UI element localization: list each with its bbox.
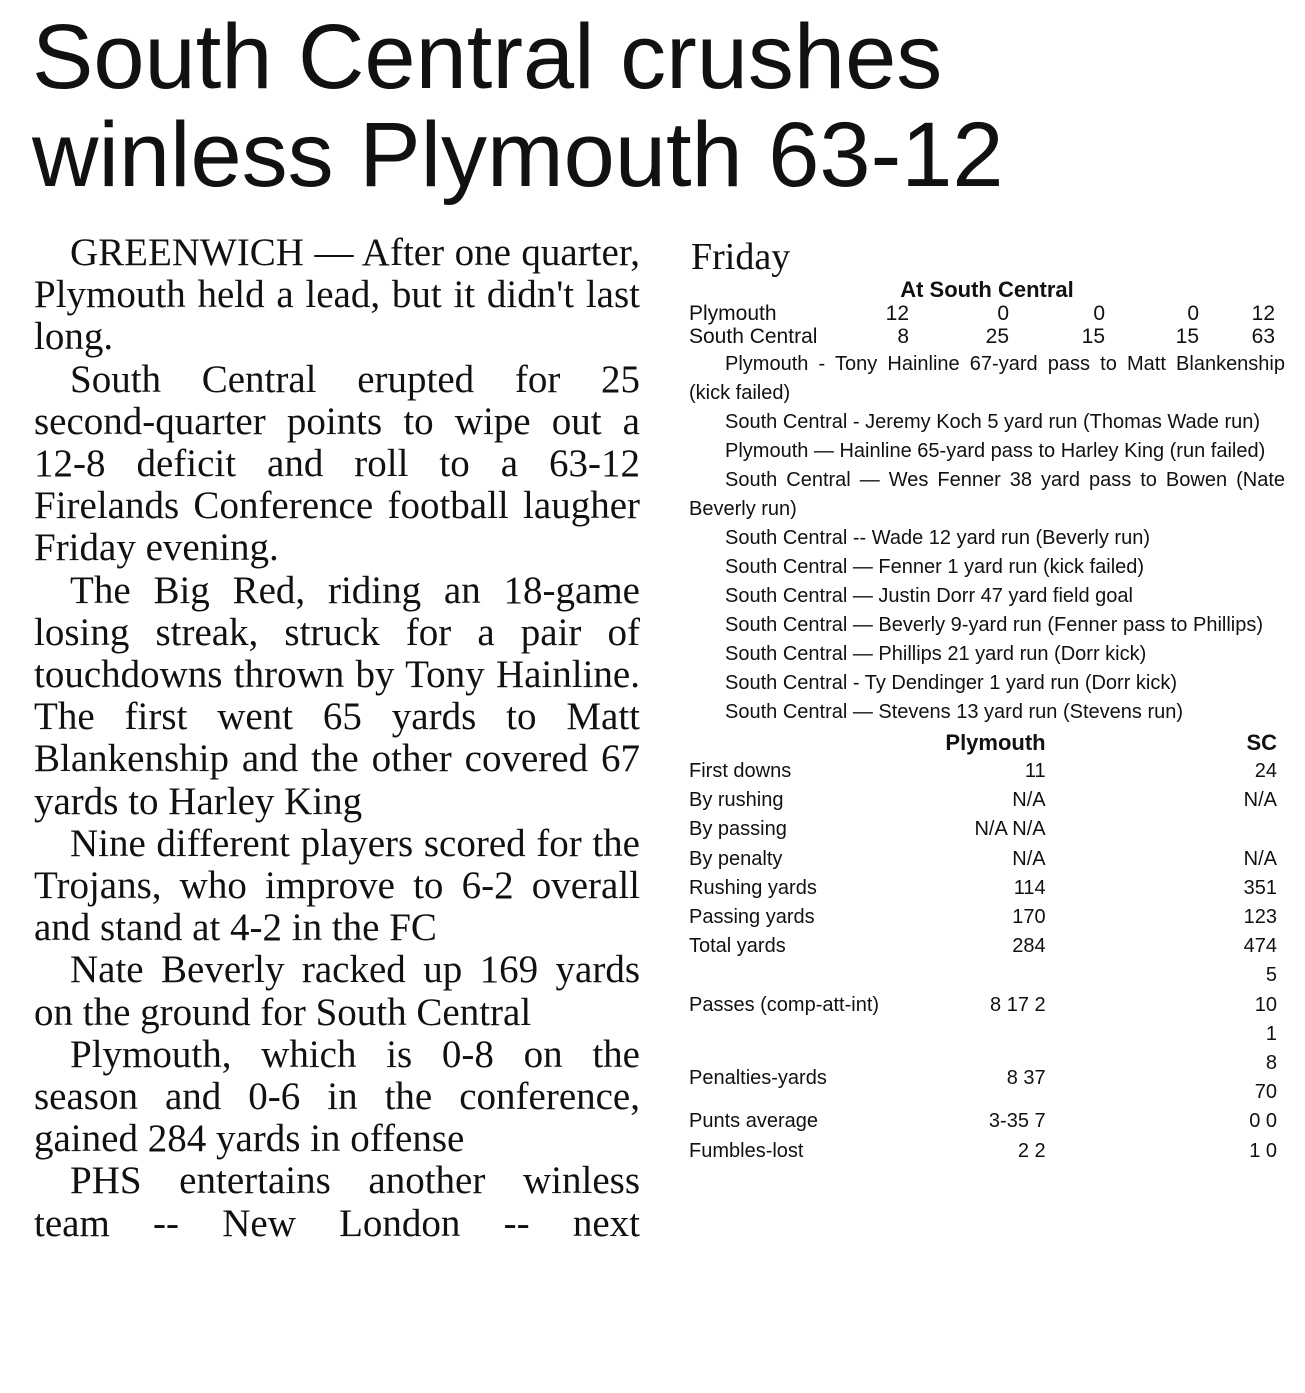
headline-line-1: South Central crushes [32, 6, 943, 108]
article-paragraph: Plymouth, which is 0-8 on the season and 0-6 in the conference, gained 284 yards in offense [34, 1032, 640, 1161]
stats-label: Passes (comp-att-int) [689, 993, 880, 1016]
article-paragraph: Nine different players scored for the Trojans, who improve to 6-2 overall and stand at 4-2 in the FC [34, 821, 640, 950]
stats-sc-value: 24 [1254, 760, 1277, 782]
stats-sc-value [1244, 815, 1285, 844]
stats-row [689, 786, 1285, 815]
stats-plymouth-value: N/A [1012, 789, 1046, 812]
scoring-play: South Central — Beverly 9-yard run (Fenner pass to Phillips) [725, 614, 1264, 636]
stats-row [689, 845, 1285, 874]
stats-row [689, 757, 1285, 786]
scoring-play: South Central — Phillips 21 yard run (Dorr kick) [725, 643, 1147, 665]
linescore-row [689, 325, 1285, 348]
stats-label: First downs [689, 760, 792, 782]
stats-label: Penalties-yards [689, 1066, 827, 1089]
article-paragraph: The Big Red, riding an 18-game losing streak, struck for a pair of touchdowns thrown by Tony Hainline. The first went 65 yards to Matt Blankenship and the other covered 67 yards to Harley King [34, 568, 640, 823]
stats-plymouth-value: 3-35 7 [988, 1110, 1046, 1133]
linescore-q3: 15 [1081, 325, 1105, 348]
article-body [34, 232, 640, 1245]
linescore-team: South Central [689, 325, 818, 348]
stats-header-sc: SC [1246, 730, 1277, 755]
scoring-play: South Central — Justin Dorr 47 yard field goal [725, 585, 1133, 607]
stats-label: Fumbles-lost [689, 1139, 804, 1162]
scoring-play: Plymouth — Hainline 65-yard pass to Harley King (run failed) [725, 440, 1266, 462]
stats-plymouth-value: 284 [1012, 935, 1046, 958]
linescore-final: 63 [1251, 325, 1275, 348]
stats-header-blank [689, 729, 945, 757]
stats-header-plymouth: Plymouth [945, 730, 1046, 755]
stats-header-row [689, 729, 1285, 757]
linescore-q2: 25 [985, 325, 1009, 348]
linescore-q4: 0 [1187, 302, 1199, 325]
stats-plymouth-value: 2 2 [1017, 1139, 1046, 1162]
headline-line-2: winless Plymouth 63-12 [32, 104, 1004, 206]
linescore-q3: 0 [1093, 302, 1105, 325]
stats-sc-value: N/A [1243, 847, 1277, 870]
linescore-table [689, 302, 1285, 348]
boxscore [689, 236, 1285, 1166]
stats-row [689, 1107, 1285, 1136]
article-paragraph: GREENWICH — After one quarter, Plymouth held a lead, but it didn't last long. [34, 231, 640, 359]
stats-plymouth-value: N/A [1012, 847, 1046, 870]
scoring-play: South Central — Stevens 13 yard run (Stevens run) [725, 701, 1184, 723]
stats-label: Punts average [689, 1110, 818, 1133]
stats-sc-value: 8 70 [1254, 1052, 1277, 1104]
stats-row [689, 932, 1285, 961]
stats-plymouth-value: 8 37 [1006, 1066, 1046, 1089]
scoring-play: South Central — Fenner 1 yard run (kick failed) [725, 556, 1145, 578]
stats-sc-value: 351 [1243, 876, 1277, 899]
scoring-play: South Central — Wes Fenner 38 yard pass to Bowen (Nate Beverly run) [689, 469, 1285, 520]
stats-sc-value: 1 0 [1249, 1139, 1277, 1162]
headline [32, 8, 1292, 204]
boxscore-day: Friday [691, 236, 791, 278]
linescore-row [689, 302, 1285, 325]
article-paragraph: Nate Beverly racked up 169 yards on the ground for South Central [34, 948, 640, 1034]
stats-label: By penalty [689, 847, 783, 870]
team-stats-table [689, 729, 1285, 1166]
linescore-q4: 15 [1175, 325, 1199, 348]
stats-row [689, 874, 1285, 903]
article-paragraph: PHS entertains another winless team -- New London -- next [34, 1159, 640, 1245]
stats-sc-value: 0 0 [1249, 1110, 1277, 1133]
stats-row [689, 1049, 1285, 1107]
stats-label: By rushing [689, 789, 784, 812]
stats-label: Passing yards [689, 906, 815, 929]
stats-row [689, 815, 1285, 844]
scoring-play: South Central - Jeremy Koch 5 yard run (Thomas Wade run) [725, 411, 1261, 433]
linescore-q2: 0 [997, 302, 1009, 325]
linescore-q1: 8 [897, 325, 909, 348]
article-paragraph: South Central erupted for 25 second-quarter points to wipe out a 12-8 deficit and roll to a 63-12 Firelands Conference football laugher Friday evening. [34, 357, 640, 570]
linescore-q1: 12 [885, 302, 909, 325]
scoring-summary [689, 350, 1285, 727]
stats-plymouth-value: 8 17 2 [990, 993, 1046, 1016]
stats-label: Total yards [689, 935, 786, 958]
stats-plymouth-value: 11 [1024, 760, 1046, 782]
stats-label: Rushing yards [689, 876, 817, 899]
stats-plymouth-value: 114 [1013, 876, 1046, 899]
stats-plymouth-value: N/A N/A [974, 818, 1046, 841]
stats-row [689, 903, 1285, 932]
stats-row [689, 1137, 1285, 1166]
linescore-final: 12 [1251, 302, 1275, 325]
stats-plymouth-value: 170 [1012, 906, 1046, 929]
scoring-play: Plymouth - Tony Hainline 67-yard pass to Matt Blankenship (kick failed) [689, 353, 1285, 404]
linescore-team: Plymouth [689, 302, 777, 325]
scoring-play: South Central -- Wade 12 yard run (Beverly run) [725, 527, 1150, 549]
stats-row [689, 961, 1285, 1049]
scoring-play: South Central - Ty Dendinger 1 yard run (Dorr kick) [725, 672, 1178, 694]
stats-sc-value: N/A [1243, 789, 1277, 812]
stats-sc-value: 123 [1243, 906, 1277, 929]
boxscore-location: At South Central [900, 277, 1074, 302]
stats-sc-value: 474 [1243, 935, 1277, 958]
stats-label: By passing [689, 818, 787, 841]
stats-sc-value: 5 10 1 [1254, 964, 1277, 1045]
